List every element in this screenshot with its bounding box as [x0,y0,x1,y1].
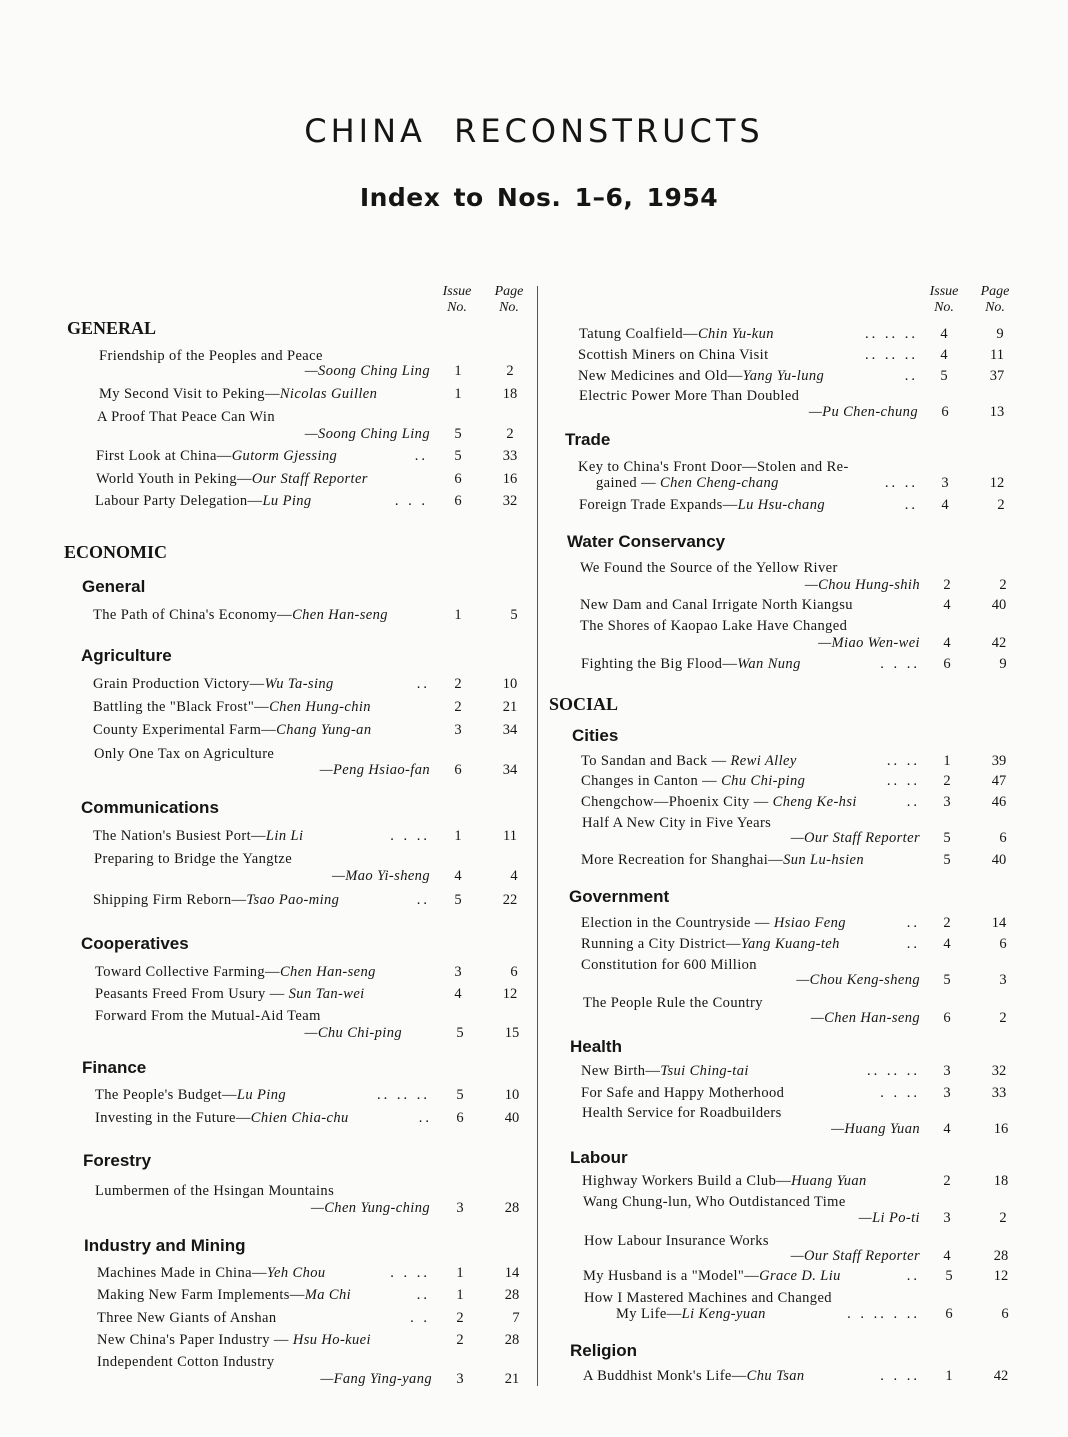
section-heading: ECONOMIC [64,542,167,562]
entry-line: Investing in the Future—Chien Chia-chu [95,1110,349,1126]
issue-number: 1 [454,607,462,623]
entry-author: —Mao Yi-sheng [332,868,430,884]
entry-title: Independent Cotton Industry [97,1354,275,1370]
leader-dots: . . .. . .. [847,1306,920,1322]
entry-line: Labour Party Delegation—Lu Ping [95,493,312,509]
entry-title: Preparing to Bridge the Yangtze [94,851,293,867]
page-number: 22 [502,892,518,908]
issue-number: 5 [454,448,462,464]
entry-title: Lumbermen of the Hsingan Mountains [95,1183,335,1199]
leader-dots: .. .. [884,475,918,491]
subsection-heading: Industry and Mining [84,1236,246,1255]
page-number: 21 [502,699,518,715]
page-number: 14 [504,1265,520,1281]
entry-line: New China's Paper Industry — Hsu Ho-kuei [97,1332,371,1348]
entry-line: My Husband is a "Model"—Grace D. Liu [583,1268,841,1284]
issue-number: 4 [943,936,951,952]
leader-dots: . . .. [880,1368,920,1384]
leader-dots: .. [906,915,920,931]
page-number: 28 [504,1332,520,1348]
issue-number: 5 [454,426,462,442]
issue-number: 1 [945,1368,953,1384]
issue-number: 2 [454,676,462,692]
leader-dots: .. .. [886,753,920,769]
leader-dots: .. .. [886,773,920,789]
page-number: 11 [503,828,517,844]
leader-dots: .. [416,676,430,692]
entry-title: The People Rule the Country [583,995,763,1011]
entry-title: We Found the Source of the Yellow River [580,560,838,576]
entry-title: For Safe and Happy Motherhood [581,1085,785,1101]
issue-number: 4 [943,635,951,651]
page-number: 5 [510,607,518,623]
leader-dots: .. [418,1110,432,1126]
issue-number: 5 [943,972,951,988]
page-title: CHINA RECONSTRUCTS [304,112,764,150]
entry-title: New Dam and Canal Irrigate North Kiangsu [580,597,853,613]
issue-number: 2 [456,1310,464,1326]
issue-number: 5 [940,368,948,384]
leader-dots: . . .. [390,828,430,844]
entry-author: —Chou Keng-sheng [796,972,920,988]
entry-title: Electric Power More Than Doubled [579,388,800,404]
entry-line: Shipping Firm Reborn—Tsao Pao-ming [93,892,340,908]
leader-dots: .. .. .. [865,326,918,342]
page-number: 6 [510,964,518,980]
issue-number: 4 [454,868,462,884]
entry-line: Grain Production Victory—Wu Ta-sing [93,676,334,692]
entry-line: Toward Collective Farming—Chen Han-seng [95,964,376,980]
page-number: 32 [991,1063,1007,1079]
issue-number: 1 [456,1265,464,1281]
entry-title: Only One Tax on Agriculture [94,746,275,762]
page-number: 40 [504,1110,520,1126]
section-heading: SOCIAL [549,694,619,714]
entry-line: Running a City District—Yang Kuang-teh [581,936,840,952]
issue-number: 1 [454,828,462,844]
leader-dots: .. [904,497,918,513]
entry-line: The Path of China's Economy—Chen Han-seng [93,607,388,623]
page-number: 7 [512,1310,520,1326]
page-number: 37 [989,368,1005,384]
entry-line: More Recreation for Shanghai—Sun Lu-hsien [581,852,864,868]
page-number: 34 [502,762,518,778]
page-number: 16 [993,1121,1009,1137]
page-number: 11 [990,347,1004,363]
page-number: 2 [506,426,514,442]
entry-author: —Soong Ching Ling [304,426,430,442]
entry-line: My Life—Li Keng-yuan [616,1306,766,1322]
page-number: 4 [510,868,518,884]
issue-number: 1 [454,386,462,402]
page-number: 6 [1001,1306,1009,1322]
entry-title: Key to China's Front Door—Stolen and Re- [578,459,849,475]
issue-number: 1 [943,753,951,769]
page-number: 12 [989,475,1005,491]
entry-line: Chengchow—Phoenix City — Cheng Ke-hsi [581,794,857,810]
issue-number: 6 [941,404,949,420]
entry-title: How Labour Insurance Works [584,1233,769,1249]
subsection-heading: General [82,577,146,596]
leader-dots: . . . [394,493,428,509]
page-number: 46 [991,794,1007,810]
issue-number: 6 [945,1306,953,1322]
subsection-heading: Agriculture [81,646,172,665]
page-number: 2 [999,1210,1007,1226]
page-number: 9 [999,656,1007,672]
leader-dots: .. [906,936,920,952]
issue-number: 5 [943,852,951,868]
page-number: 2 [999,577,1007,593]
page-number: 13 [989,404,1005,420]
page-no-header: Page No. [494,284,524,315]
entry-author: —Our Staff Reporter [790,830,920,846]
leader-dots: . . [410,1310,430,1326]
entry-title: Constitution for 600 Million [581,957,757,973]
issue-number: 6 [456,1110,464,1126]
subsection-heading: Cooperatives [81,934,189,953]
entry-author: —Peng Hsiao-fan [319,762,430,778]
entry-line: First Look at China—Gutorm Gjessing [96,448,338,464]
page-number: 2 [999,1010,1007,1026]
issue-number: 2 [943,577,951,593]
issue-number: 2 [943,773,951,789]
issue-number: 6 [943,1010,951,1026]
issue-number: 5 [456,1087,464,1103]
issue-no-header: Issue No. [929,284,959,315]
entry-line: Changes in Canton — Chu Chi-ping [581,773,806,789]
page-number: 40 [991,852,1007,868]
page-subtitle: Index to Nos. 1–6, 1954 [359,183,719,212]
right-column [538,0,1068,1437]
subsection-heading: Finance [82,1058,147,1077]
subsection-heading: Communications [81,798,219,817]
issue-number: 4 [454,986,462,1002]
subsection-heading: Cities [572,726,619,745]
issue-number: 3 [941,475,949,491]
entry-line: New Birth—Tsui Ching-tai [581,1063,749,1079]
subsection-heading: Government [569,887,670,906]
entry-author: —Chou Hung-shih [804,577,920,593]
entry-title: Friendship of the Peoples and Peace [99,348,323,364]
subsection-heading: Forestry [83,1151,152,1170]
entry-author: —Soong Ching Ling [304,363,430,379]
issue-number: 3 [943,794,951,810]
page-number: 3 [999,972,1007,988]
page-number: 42 [993,1368,1009,1384]
entry-author: —Li Po-ti [858,1210,920,1226]
page-number: 2 [506,363,514,379]
page-number: 10 [502,676,518,692]
issue-number: 4 [943,1121,951,1137]
page-number: 39 [991,753,1007,769]
issue-number: 4 [941,497,949,513]
page-number: 12 [502,986,518,1002]
issue-number: 3 [943,1063,951,1079]
page-number: 2 [997,497,1005,513]
page-number: 10 [504,1087,520,1103]
subsection-heading: Health [570,1037,622,1056]
entry-line: The People's Budget—Lu Ping [95,1087,287,1103]
page-number: 12 [993,1268,1009,1284]
page-number: 6 [999,830,1007,846]
issue-number: 2 [943,1173,951,1189]
page-number: 33 [991,1085,1007,1101]
entry-line: World Youth in Peking—Our Staff Reporter [96,471,368,487]
page-number: 42 [991,635,1007,651]
entry-title: Three New Giants of Anshan [97,1310,277,1326]
entry-author: —Pu Chen-chung [808,404,918,420]
entry-line: County Experimental Farm—Chang Yung-an [93,722,372,738]
entry-title: How I Mastered Machines and Changed [584,1290,832,1306]
entry-line: A Buddhist Monk's Life—Chu Tsan [583,1368,805,1384]
issue-number: 6 [454,471,462,487]
entry-line: Election in the Countryside — Hsiao Feng [581,915,846,931]
page-number: 21 [504,1371,520,1387]
leader-dots: .. [906,794,920,810]
page-number: 33 [502,448,518,464]
issue-number: 2 [454,699,462,715]
leader-dots: . . .. [880,1085,920,1101]
entry-author: —Miao Wen-wei [818,635,920,651]
entry-line: gained — Chen Cheng-chang [596,475,779,491]
entry-line: Fighting the Big Flood—Wan Nung [581,656,801,672]
issue-number: 1 [454,363,462,379]
page-number: 15 [504,1025,520,1041]
issue-number: 5 [454,892,462,908]
issue-number: 3 [456,1200,464,1216]
issue-number: 5 [943,830,951,846]
issue-number: 4 [943,597,951,613]
entry-author: —Fang Ying-yang [320,1371,432,1387]
entry-title: Half A New City in Five Years [582,815,772,831]
entry-line: Highway Workers Build a Club—Huang Yuan [582,1173,867,1189]
leader-dots: . . .. [390,1265,430,1281]
entry-title: The Shores of Kaopao Lake Have Changed [580,618,848,634]
entry-line: Peasants Freed From Usury — Sun Tan-wei [95,986,365,1002]
entry-author: —Huang Yuan [831,1121,920,1137]
page-number: 28 [993,1248,1009,1264]
leader-dots: .. [906,1268,920,1284]
subsection-heading: Water Conservancy [567,532,726,551]
leader-dots: .. [904,368,918,384]
issue-number: 1 [456,1287,464,1303]
subsection-heading: Religion [570,1341,638,1360]
issue-number: 3 [943,1085,951,1101]
entry-line: My Second Visit to Peking—Nicolas Guillen [99,386,378,402]
page-number: 18 [993,1173,1009,1189]
entry-line: To Sandan and Back — Rewi Alley [581,753,797,769]
issue-number: 3 [943,1210,951,1226]
issue-number: 4 [943,1248,951,1264]
page-number: 40 [991,597,1007,613]
issue-number: 3 [454,964,462,980]
entry-title: Scottish Miners on China Visit [578,347,769,363]
entry-line: Tatung Coalfield—Chin Yu-kun [579,326,774,342]
entry-author: —Our Staff Reporter [790,1248,920,1264]
leader-dots: .. .. .. [377,1087,430,1103]
page-number: 9 [996,326,1004,342]
page-number: 34 [502,722,518,738]
entry-title: Forward From the Mutual-Aid Team [95,1008,321,1024]
page-number: 32 [502,493,518,509]
leader-dots: .. [416,892,430,908]
page-number: 14 [991,915,1007,931]
issue-number: 2 [943,915,951,931]
issue-number: 3 [456,1371,464,1387]
page-number: 16 [502,471,518,487]
entry-author: —Chen Han-seng [810,1010,920,1026]
leader-dots: .. [416,1287,430,1303]
page-number: 28 [504,1287,520,1303]
entry-title: A Proof That Peace Can Win [97,409,276,425]
entry-line: Foreign Trade Expands—Lu Hsu-chang [579,497,826,513]
page-no-header: Page No. [980,284,1010,315]
entry-title: Wang Chung-lun, Who Outdistanced Time [583,1194,846,1210]
issue-number: 5 [456,1025,464,1041]
page-number: 28 [504,1200,520,1216]
entry-line: The Nation's Busiest Port—Lin Li [93,828,304,844]
subsection-heading: Trade [565,430,611,449]
leader-dots: .. [414,448,428,464]
issue-number: 5 [945,1268,953,1284]
leader-dots: .. .. .. [867,1063,920,1079]
section-heading: GENERAL [67,318,157,338]
issue-number: 3 [454,722,462,738]
subsection-heading: Labour [570,1148,628,1167]
entry-line: New Medicines and Old—Yang Yu-lung [578,368,825,384]
issue-number: 4 [940,326,948,342]
leader-dots: . . .. [880,656,920,672]
entry-line: Machines Made in China—Yeh Chou [97,1265,326,1281]
issue-number: 6 [454,493,462,509]
entry-author: —Chen Yung-ching [310,1200,430,1216]
issue-number: 6 [454,762,462,778]
entry-line: Battling the "Black Frost"—Chen Hung-chin [93,699,371,715]
entry-author: —Chu Chi-ping [304,1025,402,1041]
issue-number: 4 [940,347,948,363]
leader-dots: .. .. .. [865,347,918,363]
issue-no-header: Issue No. [442,284,472,315]
entry-title: Health Service for Roadbuilders [582,1105,782,1121]
issue-number: 2 [456,1332,464,1348]
issue-number: 6 [943,656,951,672]
page-number: 47 [991,773,1007,789]
page-number: 18 [502,386,518,402]
entry-line: Making New Farm Implements—Ma Chi [97,1287,352,1303]
page-number: 6 [999,936,1007,952]
